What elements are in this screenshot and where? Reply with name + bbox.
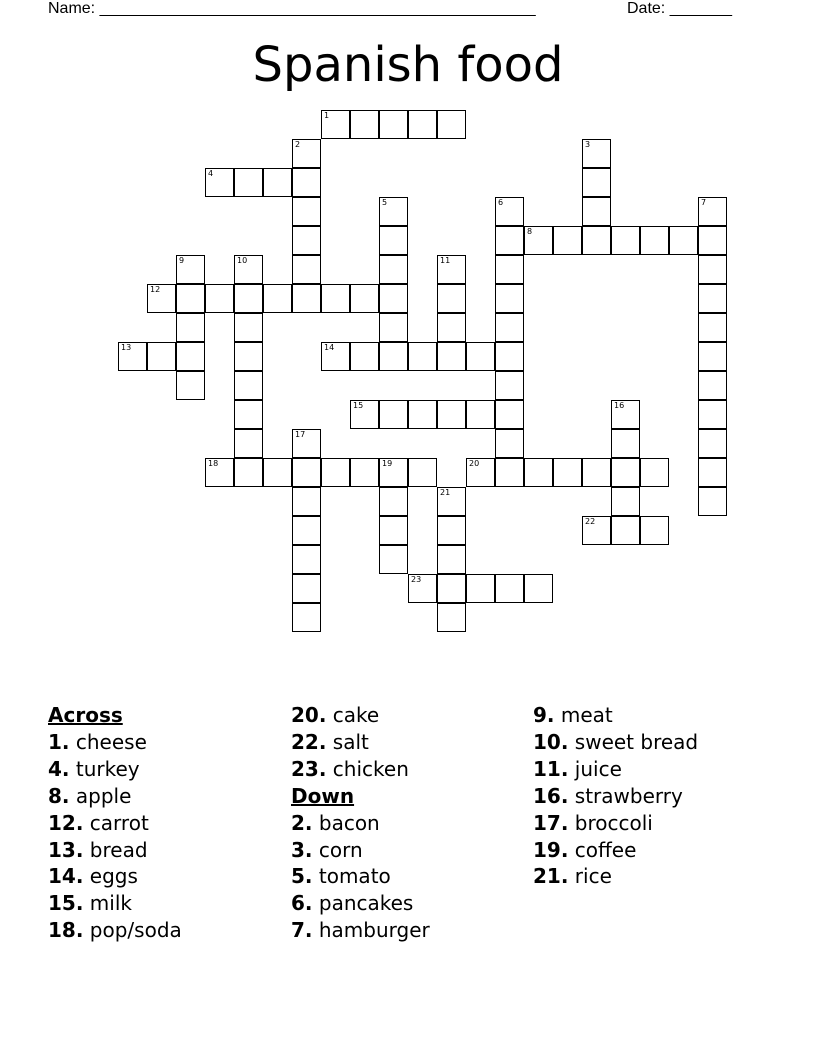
grid-cell[interactable] <box>582 139 611 168</box>
grid-cell[interactable] <box>408 574 437 603</box>
grid-cell[interactable] <box>147 284 176 313</box>
grid-cell[interactable] <box>292 197 321 226</box>
grid-cell[interactable] <box>292 284 321 313</box>
grid-cell[interactable] <box>263 458 292 487</box>
grid-cell[interactable] <box>582 197 611 226</box>
grid-cell[interactable] <box>611 458 640 487</box>
grid-cell[interactable] <box>292 255 321 284</box>
grid-cell[interactable] <box>408 110 437 139</box>
grid-cell[interactable] <box>698 342 727 371</box>
grid-cell[interactable] <box>176 313 205 342</box>
grid-cell[interactable] <box>147 342 176 371</box>
grid-cell[interactable] <box>437 255 466 284</box>
grid-cell[interactable] <box>379 313 408 342</box>
grid-cell[interactable] <box>611 226 640 255</box>
grid-cell[interactable] <box>466 342 495 371</box>
grid-cell[interactable] <box>698 487 727 516</box>
grid-cell[interactable] <box>437 110 466 139</box>
clue-down-6: 6. pancakes <box>291 891 414 916</box>
grid-cell[interactable] <box>495 313 524 342</box>
grid-cell[interactable] <box>263 284 292 313</box>
clue-across-15: 15. milk <box>48 891 132 916</box>
grid-cell[interactable] <box>118 342 147 371</box>
grid-cell[interactable] <box>379 197 408 226</box>
grid-cell[interactable] <box>292 603 321 632</box>
grid-cell[interactable] <box>234 284 263 313</box>
grid-cell[interactable] <box>524 458 553 487</box>
clue-down-11: 11. juice <box>533 756 622 781</box>
clue-across-4: 4. turkey <box>48 756 140 781</box>
clue-number-label: 14 <box>324 343 335 352</box>
date-line: Date: _______ <box>627 0 732 17</box>
grid-cell[interactable] <box>611 429 640 458</box>
grid-cell[interactable] <box>495 371 524 400</box>
grid-cell[interactable] <box>698 371 727 400</box>
clue-number-label: 7 <box>701 198 707 207</box>
grid-cell[interactable] <box>437 342 466 371</box>
grid-cell[interactable] <box>321 284 350 313</box>
grid-cell[interactable] <box>466 458 495 487</box>
grid-cell[interactable] <box>321 110 350 139</box>
grid-cell[interactable] <box>234 458 263 487</box>
grid-cell[interactable] <box>698 458 727 487</box>
clue-number-label: 3 <box>585 140 591 149</box>
clue-number-label: 9 <box>179 256 185 265</box>
grid-cell[interactable] <box>408 342 437 371</box>
grid-cell[interactable] <box>553 226 582 255</box>
grid-cell[interactable] <box>640 226 669 255</box>
grid-cell[interactable] <box>234 400 263 429</box>
clue-across-1: 1. cheese <box>48 729 147 754</box>
down-heading: Down <box>291 783 355 808</box>
name-line: Name: _________________________________________________ <box>48 0 536 17</box>
clues-column-1 <box>48 702 182 944</box>
grid-cell[interactable] <box>350 458 379 487</box>
grid-cell[interactable] <box>582 516 611 545</box>
grid-cell[interactable] <box>205 284 234 313</box>
grid-cell[interactable] <box>582 458 611 487</box>
grid-cell[interactable] <box>379 342 408 371</box>
clue-across-14: 14. eggs <box>48 864 138 889</box>
grid-cell[interactable] <box>669 226 698 255</box>
grid-cell[interactable] <box>292 545 321 574</box>
grid-cell[interactable] <box>495 458 524 487</box>
clue-down-17: 17. broccoli <box>533 810 653 835</box>
page-title: Spanish food <box>252 37 564 93</box>
grid-cell[interactable] <box>379 400 408 429</box>
clue-number-label: 11 <box>440 256 451 265</box>
grid-cell[interactable] <box>379 516 408 545</box>
grid-cell[interactable] <box>379 545 408 574</box>
grid-cell[interactable] <box>640 516 669 545</box>
grid-cell[interactable] <box>437 545 466 574</box>
grid-cell[interactable] <box>698 226 727 255</box>
grid-cell[interactable] <box>176 371 205 400</box>
grid-cell[interactable] <box>495 255 524 284</box>
grid-cell[interactable] <box>582 168 611 197</box>
grid-cell[interactable] <box>495 400 524 429</box>
grid-cell[interactable] <box>437 313 466 342</box>
clue-down-10: 10. sweet bread <box>533 729 699 754</box>
grid-cell[interactable] <box>379 226 408 255</box>
grid-cell[interactable] <box>582 226 611 255</box>
clue-number-label: 23 <box>411 575 422 584</box>
grid-cell[interactable] <box>495 284 524 313</box>
clue-number-label: 18 <box>208 459 219 468</box>
clue-across-13: 13. bread <box>48 837 148 862</box>
grid-cell[interactable] <box>495 342 524 371</box>
across-heading: Across <box>48 703 123 727</box>
grid-cell[interactable] <box>350 284 379 313</box>
grid-cell[interactable] <box>698 429 727 458</box>
grid-cell[interactable] <box>379 284 408 313</box>
grid-cell[interactable] <box>292 139 321 168</box>
clue-down-2: 2. bacon <box>291 810 380 835</box>
grid-cell[interactable] <box>524 574 553 603</box>
clue-across-12: 12. carrot <box>48 810 149 835</box>
clue-number-label: 4 <box>208 169 214 178</box>
grid-cell[interactable] <box>292 487 321 516</box>
grid-cell[interactable] <box>292 226 321 255</box>
grid-cell[interactable] <box>205 458 234 487</box>
grid-cell[interactable] <box>698 197 727 226</box>
grid-cell[interactable] <box>437 487 466 516</box>
grid-cell[interactable] <box>234 342 263 371</box>
grid-cell[interactable] <box>437 400 466 429</box>
grid-cell[interactable] <box>698 255 727 284</box>
clue-down-21: 21. rice <box>533 864 612 889</box>
grid-cell[interactable] <box>292 429 321 458</box>
grid-cell[interactable] <box>495 429 524 458</box>
clue-number-label: 20 <box>469 459 480 468</box>
grid-cell[interactable] <box>234 255 263 284</box>
clue-number-label: 17 <box>295 430 306 439</box>
grid-cell[interactable] <box>640 458 669 487</box>
clue-number-label: 22 <box>585 517 596 526</box>
clue-number-label: 10 <box>237 256 248 265</box>
clue-down-16: 16. strawberry <box>533 783 683 808</box>
clues-column-3 <box>533 702 698 890</box>
clue-number-label: 16 <box>614 401 625 410</box>
clue-down-5: 5. tomato <box>291 864 391 889</box>
clue-down-9: 9. meat <box>533 703 613 727</box>
grid-cell[interactable] <box>321 458 350 487</box>
clue-across-22: 22. salt <box>291 729 369 754</box>
grid-cell[interactable] <box>379 255 408 284</box>
grid-cell[interactable] <box>321 342 350 371</box>
grid-cell[interactable] <box>263 168 292 197</box>
grid-cell[interactable] <box>408 400 437 429</box>
grid-cell[interactable] <box>495 197 524 226</box>
grid-cell[interactable] <box>466 574 495 603</box>
grid-cell[interactable] <box>698 313 727 342</box>
clue-number-label: 19 <box>382 459 393 468</box>
clue-number-label: 5 <box>382 198 388 207</box>
grid-cell[interactable] <box>495 226 524 255</box>
grid-cell[interactable] <box>408 458 437 487</box>
grid-cell[interactable] <box>611 487 640 516</box>
clue-number-label: 21 <box>440 488 451 497</box>
clue-number-label: 2 <box>295 140 301 149</box>
grid-cell[interactable] <box>292 574 321 603</box>
clues-column-2 <box>291 702 430 944</box>
clue-down-19: 19. coffee <box>533 837 637 862</box>
clue-down-3: 3. corn <box>291 837 363 862</box>
grid-cell[interactable] <box>437 284 466 313</box>
grid-cell[interactable] <box>234 371 263 400</box>
grid-cell[interactable] <box>466 400 495 429</box>
grid-cell[interactable] <box>234 168 263 197</box>
clue-number-label: 1 <box>324 111 330 120</box>
clue-number-label: 8 <box>527 227 533 236</box>
grid-cell[interactable] <box>292 458 321 487</box>
clue-number-label: 6 <box>498 198 504 207</box>
clue-number-label: 15 <box>353 401 364 410</box>
grid-cell[interactable] <box>379 110 408 139</box>
grid-cell[interactable] <box>234 429 263 458</box>
clue-number-label: 12 <box>150 285 161 294</box>
grid-cell[interactable] <box>437 574 466 603</box>
grid-cell[interactable] <box>176 255 205 284</box>
grid-cell[interactable] <box>611 516 640 545</box>
grid-cell[interactable] <box>350 342 379 371</box>
clue-across-18: 18. pop/soda <box>48 918 182 943</box>
grid-cell[interactable] <box>524 226 553 255</box>
clue-across-8: 8. apple <box>48 783 132 808</box>
grid-cell[interactable] <box>379 487 408 516</box>
clue-across-23: 23. chicken <box>291 756 409 781</box>
grid-cell[interactable] <box>176 284 205 313</box>
grid-cell[interactable] <box>437 516 466 545</box>
grid-cell[interactable] <box>698 400 727 429</box>
grid-cell[interactable] <box>350 110 379 139</box>
grid-cell[interactable] <box>437 603 466 632</box>
grid-cell[interactable] <box>234 313 263 342</box>
grid-cell[interactable] <box>176 342 205 371</box>
grid-cell[interactable] <box>553 458 582 487</box>
grid-cell[interactable] <box>611 400 640 429</box>
clue-number-label: 13 <box>121 343 132 352</box>
clue-down-7: 7. hamburger <box>291 918 430 943</box>
grid-cell[interactable] <box>292 516 321 545</box>
grid-cell[interactable] <box>350 400 379 429</box>
grid-cell[interactable] <box>495 574 524 603</box>
grid-cell[interactable] <box>698 284 727 313</box>
clue-across-20: 20. cake <box>291 703 380 727</box>
grid-cell[interactable] <box>292 168 321 197</box>
grid-cell[interactable] <box>205 168 234 197</box>
grid-cell[interactable] <box>379 458 408 487</box>
